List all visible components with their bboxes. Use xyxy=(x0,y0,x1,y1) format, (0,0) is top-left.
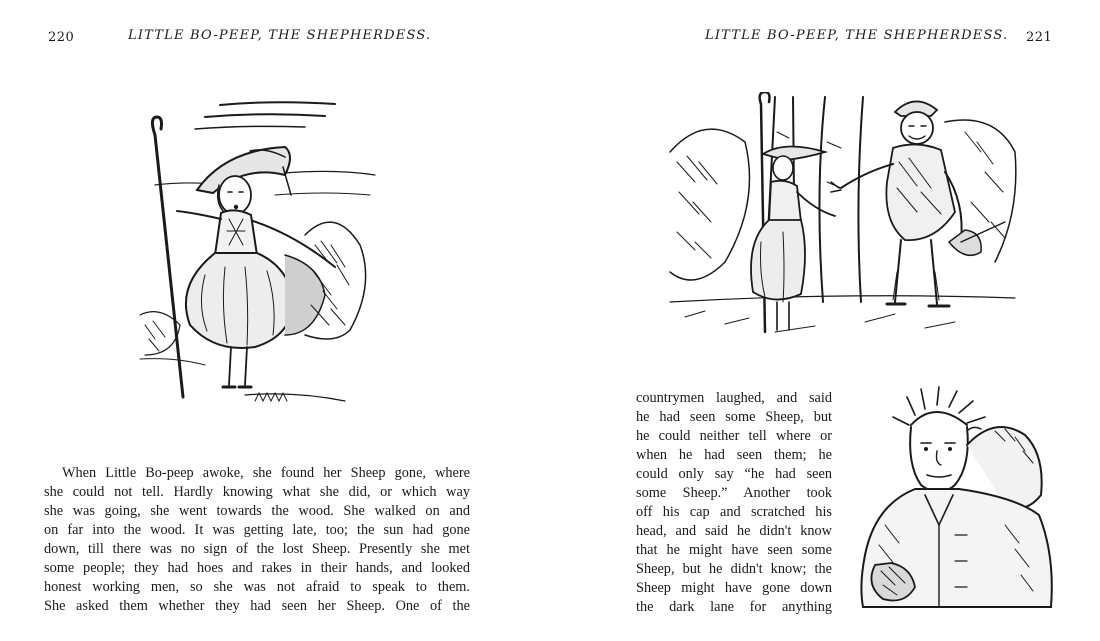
illustration-bo-peep-meets-countryman xyxy=(665,92,1025,347)
text-line: she was going, she went towards the wood. She walked on and xyxy=(44,503,470,519)
right-page-body-text xyxy=(636,389,832,617)
right-page xyxy=(550,0,1100,641)
text-line: some people; they had hoes and rakes in their hands, and looked xyxy=(44,560,470,576)
page-number-right: 221 xyxy=(1026,30,1053,45)
text-line: when he had seen them; he xyxy=(636,447,832,463)
text-line: down, till there was no sign of the lost Sheep. Presently she met xyxy=(44,541,470,557)
text-line: Sheep, but he didn't know; the xyxy=(636,561,832,577)
page-number-left: 220 xyxy=(48,30,75,45)
text-line: she could not tell. Hardly knowing what she did, or which way xyxy=(44,484,470,500)
illustration-man-scratching-head xyxy=(855,385,1065,610)
text-line: head, and said he didn't know xyxy=(636,523,832,539)
running-head-left: LITTLE BO-PEEP, THE SHEPHERDESS. xyxy=(128,28,432,43)
left-page-body-text xyxy=(44,464,470,616)
text-line: off his cap and scratched his xyxy=(636,504,832,520)
text-line: Sheep might have gone down xyxy=(636,580,832,596)
illustration-bo-peep-with-crook xyxy=(135,95,385,415)
text-line: he could neither tell where or xyxy=(636,428,832,444)
text-line: She asked them whether they had seen her Sheep. One of the xyxy=(44,598,470,614)
text-line: on far into the wood. It was getting late, too; the sun had gone xyxy=(44,522,470,538)
text-line: When Little Bo-peep awoke, she found her Sheep gone, where xyxy=(62,465,470,481)
running-head-right: LITTLE BO-PEEP, THE SHEPHERDESS. xyxy=(705,28,1009,43)
text-line: countrymen laughed, and said xyxy=(636,390,832,406)
text-line: honest working men, so she was not afraid to speak to them. xyxy=(44,579,470,595)
text-line: the dark lane for anything xyxy=(636,599,832,615)
text-line: he had seen some Sheep, but xyxy=(636,409,832,425)
text-line: could only say “he had seen xyxy=(636,466,832,482)
text-line: that he might have seen some xyxy=(636,542,832,558)
text-line: some Sheep.” Another took xyxy=(636,485,832,501)
